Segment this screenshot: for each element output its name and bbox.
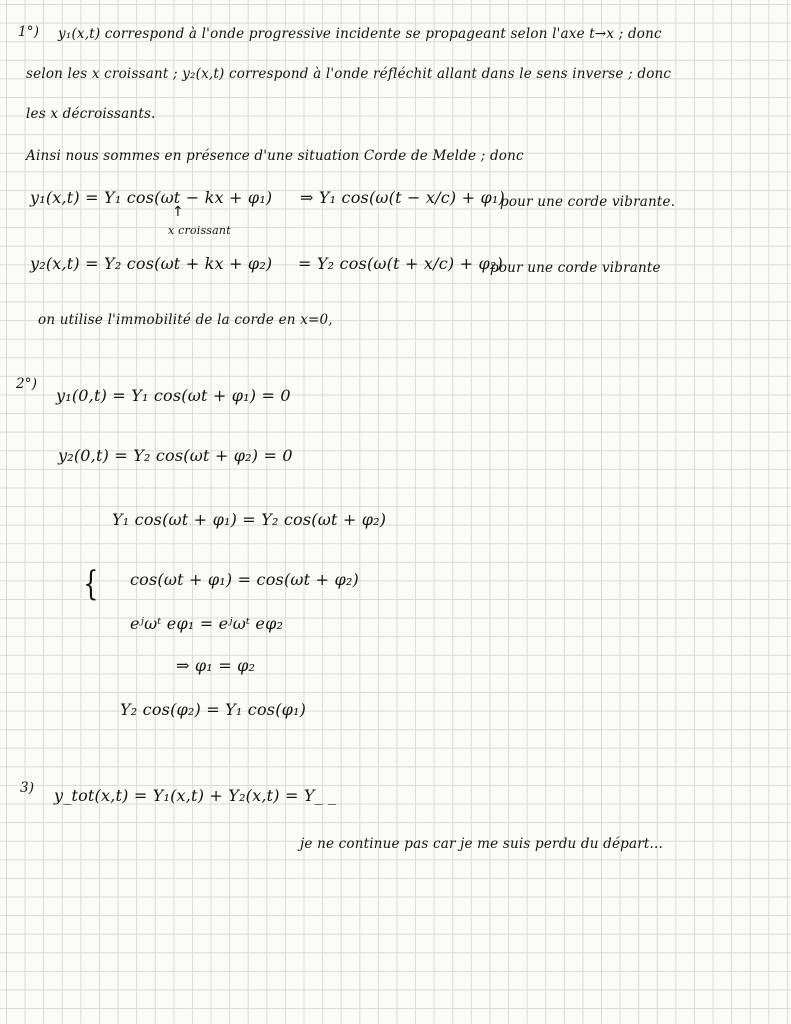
section-1-equation-2-result: = Y₂ cos(ω(t + x/c) + φ₂): [298, 254, 503, 273]
section-1-line-4: Ainsi nous sommes en présence d'une situation Corde de Melde ; donc: [26, 148, 524, 164]
section-2-equation-2: y₂(0,t) = Y₂ cos(ωt + φ₂) = 0: [58, 446, 293, 465]
system-brace-icon: {: [83, 564, 99, 604]
section-2-equation-4: cos(ωt + φ₁) = cos(ωt + φ₂): [130, 570, 359, 589]
section-1-equation-1: y₁(x,t) = Y₁ cos(ωt − kx + φ₁): [30, 188, 273, 207]
section-1-line-1: y₁(x,t) correspond à l'onde progressive incidente se propageant selon l'axe t→x ; donc: [58, 26, 662, 42]
section-1-equation-1-result: ⇒ Y₁ cos(ω(t − x/c) + φ₁): [300, 188, 505, 207]
section-2-equation-5: eʲωᵗ eφ₁ = eʲωᵗ eφ₂: [130, 614, 284, 633]
section-1-equation-2-comment: pour une corde vibrante: [490, 260, 661, 276]
section-1-line-3: les x décroissants.: [26, 106, 156, 122]
section-3-equation-1: y_tot(x,t) = Y₁(x,t) + Y₂(x,t) = Y_ _: [54, 786, 337, 805]
section-3-comment: je ne continue pas car je me suis perdu du départ...: [300, 836, 664, 852]
section-2-equation-3: Y₁ cos(ωt + φ₁) = Y₂ cos(ωt + φ₂): [112, 510, 387, 529]
section-2-equation-1: y₁(0,t) = Y₁ cos(ωt + φ₁) = 0: [56, 386, 291, 405]
up-arrow-icon: ↑: [172, 204, 184, 220]
section-2-equation-6: ⇒ φ₁ = φ₂: [176, 656, 256, 675]
section-1-equation-1-comment: pour une corde vibrante.: [500, 194, 676, 210]
section-2-equation-7: Y₂ cos(φ₂) = Y₁ cos(φ₁): [120, 700, 307, 719]
section-1-equation-1-note: x croissant: [168, 224, 231, 237]
section-1-line-2: selon les x croissant ; y₂(x,t) correspond à l'onde réfléchit allant dans le sens inverse ; donc: [26, 66, 672, 82]
section-2-number: 2°): [16, 376, 38, 392]
section-1-number: 1°): [18, 24, 40, 40]
section-1-line-5: on utilise l'immobilité de la corde en x=0,: [38, 312, 333, 328]
section-3-number: 3): [20, 780, 35, 796]
section-1-equation-2: y₂(x,t) = Y₂ cos(ωt + kx + φ₂): [30, 254, 273, 273]
